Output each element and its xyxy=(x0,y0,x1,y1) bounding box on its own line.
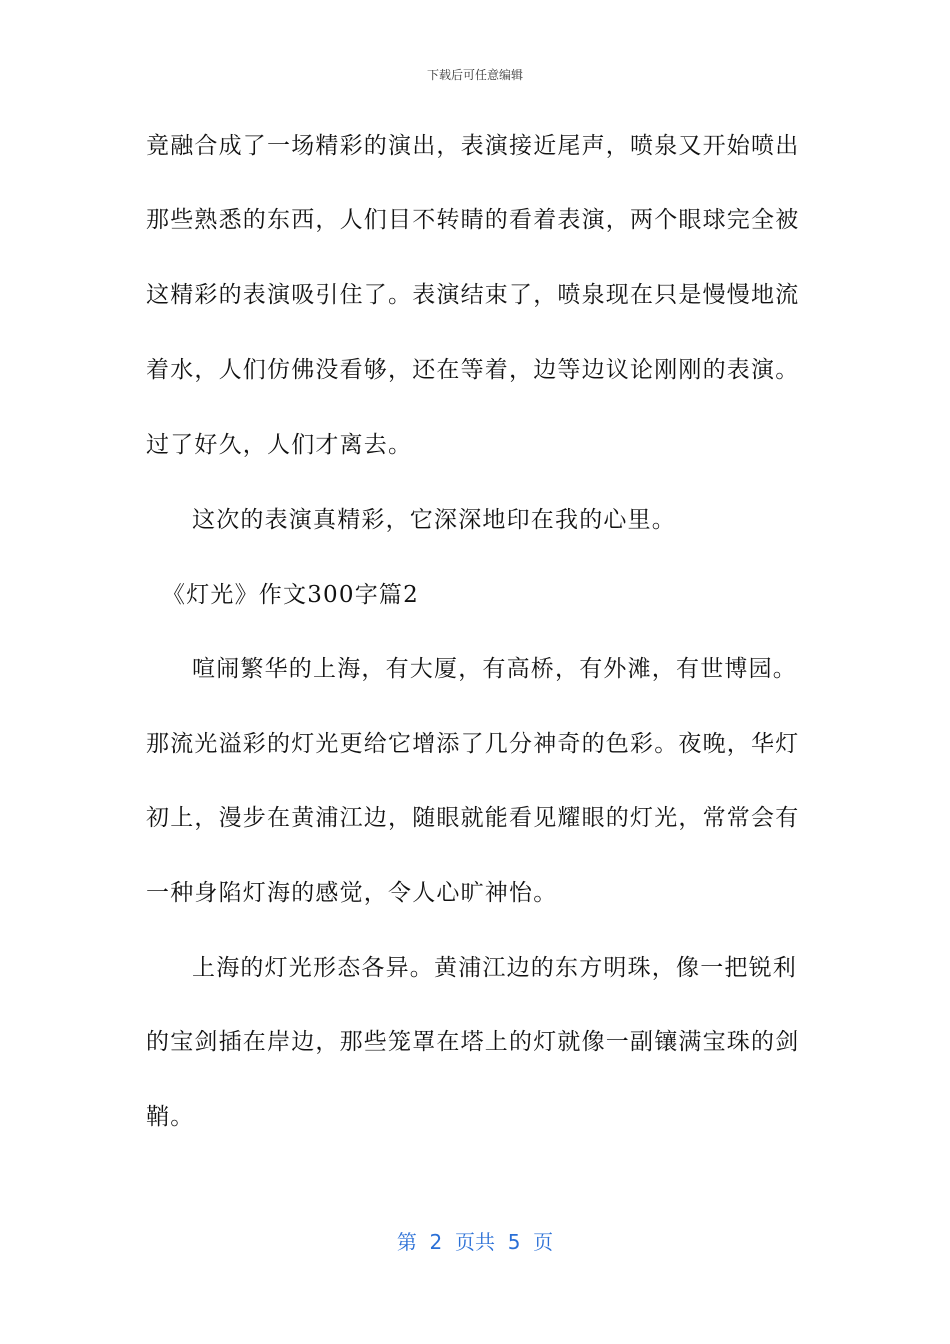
body-line: 的宝剑插在岸边，那些笼罩在塔上的灯就像一副镶满宝珠的剑 xyxy=(146,1029,800,1055)
body-line: 这精彩的表演吸引住了。表演结束了，喷泉现在只是慢慢地流 xyxy=(146,282,800,308)
body-line: 鞘。 xyxy=(146,1104,195,1130)
body-line: 竟融合成了一场精彩的演出，表演接近尾声，喷泉又开始喷出 xyxy=(146,133,800,159)
section-heading: 《灯光》作文300字篇2 xyxy=(162,582,419,608)
body-line: 喧闹繁华的上海，有大厦，有高桥，有外滩，有世博园。 xyxy=(192,656,797,682)
body-line: 上海的灯光形态各异。黄浦江边的东方明珠，像一把锐利 xyxy=(192,955,797,981)
body-line: 那些熟悉的东西，人们目不转睛的看着表演，两个眼球完全被 xyxy=(146,207,800,233)
body-line: 那流光溢彩的灯光更给它增添了几分神奇的色彩。夜晚，华灯 xyxy=(146,731,800,757)
body-line: 一种身陷灯海的感觉，令人心旷神怡。 xyxy=(146,880,558,906)
body-line: 这次的表演真精彩，它深深地印在我的心里。 xyxy=(192,507,676,533)
page-number-footer: 第 2 页共 5 页 xyxy=(396,1230,554,1254)
body-line: 初上，漫步在黄浦江边，随眼就能看见耀眼的灯光，常常会有 xyxy=(146,805,800,831)
body-line: 过了好久，人们才离去。 xyxy=(146,432,413,458)
page-header-note: 下载后可任意编辑 xyxy=(426,68,523,82)
body-line: 着水，人们仿佛没看够，还在等着，边等边议论刚刚的表演。 xyxy=(146,357,800,383)
